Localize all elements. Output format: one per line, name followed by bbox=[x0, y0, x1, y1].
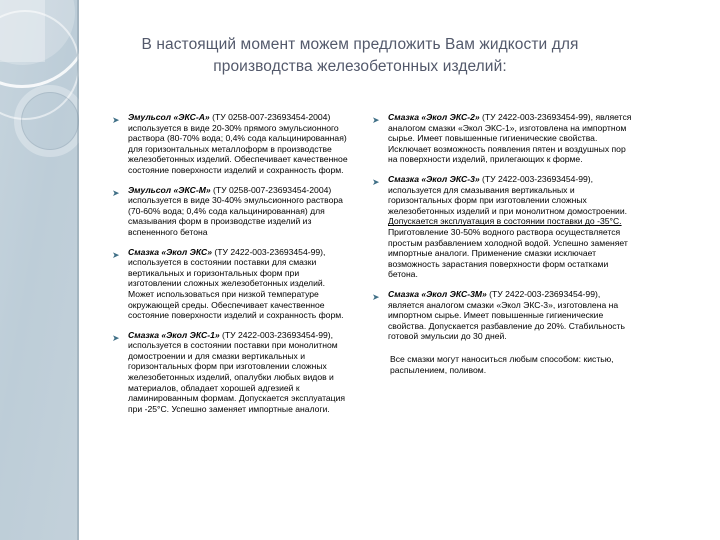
list-item-text bbox=[128, 330, 350, 415]
bullet-arrow-icon: ➤ bbox=[112, 115, 120, 125]
product-name: Смазка «Экол ЭКС-3» bbox=[388, 173, 480, 184]
bullet-arrow-icon: ➤ bbox=[372, 291, 380, 302]
product-description: (ТУ 0258-007-23693454-2004) используется в виде 20-30% прямого эмульсионного раствора (80-70% вода; 0,4% сода кальцинированная) для горизонтальных металлоформ в производстве железобетонных изделий. Обеспечивает качественное состояние поверхности изделий и сохранность форм. bbox=[128, 112, 348, 175]
list-item bbox=[112, 185, 350, 238]
decorative-side-band bbox=[0, 0, 79, 540]
bullet-arrow-icon: ➤ bbox=[372, 176, 380, 187]
list-item-text bbox=[128, 185, 350, 238]
product-name: Эмульсол «ЭКС-М» bbox=[128, 184, 211, 195]
list-item bbox=[372, 112, 634, 165]
product-description: (ТУ 0258-007-23693454-2004) используется в виде 30-40% эмульсионного раствора (70-60% вода; 0,4% сода кальцинированная) для смазывания форм в производстве изделий из вспененного бетона bbox=[128, 184, 343, 237]
product-name: Смазка «Экол ЭКС-1» bbox=[128, 329, 220, 340]
list-item-text bbox=[388, 112, 634, 165]
product-description: (ТУ 2422-003-23693454-99), используется для смазывания вертикальных и горизонтальных форм при изготовлении сложных железобетонных изделий и при монолитном домостроении. bbox=[388, 173, 628, 216]
list-item-text bbox=[128, 112, 350, 176]
list-item bbox=[112, 247, 350, 321]
bullet-arrow-icon: ➤ bbox=[112, 187, 120, 198]
decorative-ring-thick-icon bbox=[14, 85, 79, 157]
product-name: Эмульсол «ЭКС-А» bbox=[128, 112, 210, 122]
product-name: Смазка «Экол ЭКС» bbox=[128, 246, 212, 257]
product-description: (ТУ 2422-003-23693454-99), используется в состоянии поставки для смазки вертикальных и горизонтальных форм при изготовлении сложных железобетонных изделий. Может использоваться при низкой температуре окружающей среды. Обеспечивает качественное состояние поверхности изделий и сохранность форм. bbox=[128, 246, 344, 321]
product-description: (ТУ 2422-003-23693454-99), является аналогом смазки «Экол ЭКС-3», изготовлена на импортном сырье. Имеет повышенные гигиенические свойства. Допускается разбавление до 20%. Стабильность готовой эмульсии до 30 дней. bbox=[388, 288, 625, 342]
product-description: (ТУ 2422-003-23693454-99), является аналогом смазки «Экол ЭКС-1», изготовлена на импортном сырье. Имеет повышенные гигиенические свойства. Исключает возможность появления пятен и воздушных пор на поверхности изделий, прилегающих к форме. bbox=[388, 112, 632, 165]
content-columns bbox=[112, 112, 692, 532]
product-description: (ТУ 2422-003-23693454-99), используется в состоянии поставки при монолитном домостроении и для смазки вертикальных и горизонтальных форм при изготовлении сложных железобетонных изделий, опалубки любых видов и материалов, обладает хорошей адгезией к ламинированным формам. Допускается эксплуатация при -25°С. Успешно заменяет импортные аналоги. bbox=[128, 329, 346, 414]
list-item bbox=[112, 330, 350, 415]
right-column bbox=[372, 112, 634, 532]
list-item bbox=[372, 289, 634, 342]
product-name: Смазка «Экол ЭКС-3М» bbox=[388, 288, 487, 299]
bullet-arrow-icon: ➤ bbox=[112, 332, 120, 343]
product-note-underlined: Допускается эксплуатация в состоянии поставки до -35°С. bbox=[388, 216, 622, 227]
list-item-text bbox=[128, 247, 350, 321]
left-column bbox=[112, 112, 350, 532]
product-name: Смазка «Экол ЭКС-2» bbox=[388, 112, 480, 122]
slide-title: В настоящий момент можем предложить Вам жидкости для производства железобетонных изделий: bbox=[141, 36, 579, 75]
list-item-text bbox=[388, 174, 634, 280]
list-item-text bbox=[388, 289, 634, 342]
list-item bbox=[112, 112, 350, 176]
bullet-arrow-icon: ➤ bbox=[112, 249, 120, 260]
bullet-arrow-icon: ➤ bbox=[372, 115, 380, 125]
list-item bbox=[372, 174, 634, 280]
product-description-tail: Приготовление 30-50% водного раствора осуществляется простым разбавлением холодной водой. Успешно заменяет импортные аналоги. Применение смазки исключает возможность зарастания поверхности форм остатками бетона. bbox=[388, 226, 628, 280]
closing-note: Все смазки могут наноситься любым способом: кистью, распылением, поливом. bbox=[390, 353, 614, 375]
